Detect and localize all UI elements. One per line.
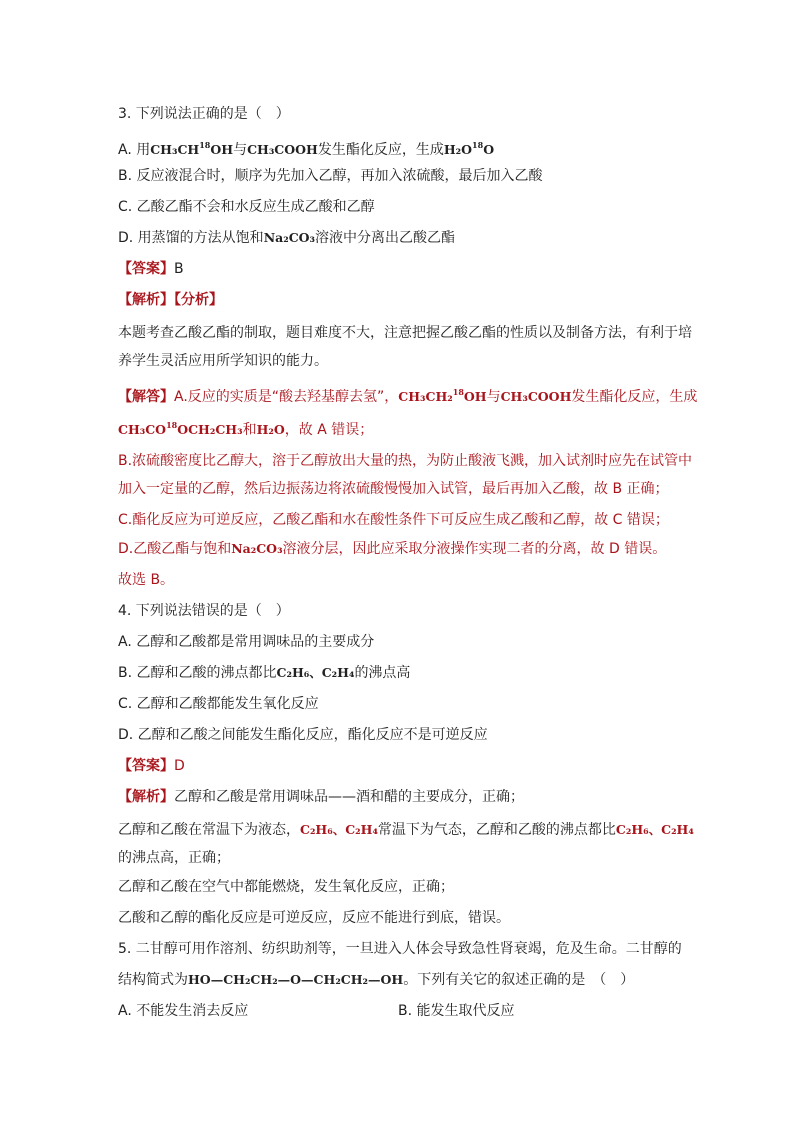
option-text: B. 乙醇和乙酸的沸点都比 (118, 665, 277, 681)
question-5-option-b: B. 能发生取代反应 (398, 1003, 515, 1019)
question-4-analysis-2 (118, 816, 698, 872)
option-text: 与 (233, 142, 248, 158)
isotope-superscript: 18 (472, 140, 484, 150)
formula-part: CH₃CH₂ (398, 389, 453, 404)
question-3-solve-c: C.酯化反应为可逆反应，乙酸乙酯和水在酸性条件下可反应生成乙酸和乙醇，故 C 错误； (118, 512, 669, 528)
question-3-option-d (118, 226, 698, 257)
analysis-text: 乙醇和乙酸是常用调味品——酒和醋的主要成分，正确； (174, 789, 524, 805)
formula: Na₂CO₃ (231, 541, 283, 556)
question-5-title-line-2 (118, 968, 698, 999)
formula: C₂H₆、C₂H₄ (276, 665, 355, 680)
isotope-superscript: 18 (166, 420, 178, 430)
question-4-analysis-3: 乙醇和乙酸在空气中都能燃烧，发生氧化反应，正确； (118, 879, 454, 895)
question-4-title: 4. 下列说法错误的是（ ） (118, 603, 290, 619)
isotope-superscript: 18 (452, 387, 464, 397)
formula: H₂O (256, 422, 285, 437)
analysis-text: 的沸点高，正确； (118, 850, 230, 866)
answer-tag: 【答案】 (118, 261, 174, 277)
question-4-option-d: D. 乙醇和乙酸之间能发生酯化反应，酯化反应不是可逆反应 (118, 727, 488, 743)
question-text: 结构简式为 (118, 972, 188, 988)
solve-text: D.乙酸乙酯与饱和 (118, 541, 232, 557)
question-3-conclusion: 故选 B。 (118, 572, 175, 588)
question-3-solve-b: B.浓硫酸密度比乙醇大，溶于乙醇放出大量的热，为防止酸液飞溅，加入试剂时应先在试管中加入一定量的乙醇，然后边振荡边将浓硫酸慢慢加入试管，最后再加入乙酸，故 B 正确； (118, 453, 693, 497)
formula-part: O (483, 142, 495, 157)
question-4-answer (118, 754, 698, 785)
formula: CH₃COOH (500, 389, 572, 404)
question-3-option-a (118, 133, 698, 164)
option-text: D. 用蒸馏的方法从饱和 (118, 230, 264, 246)
question-3-option-c: C. 乙酸乙酯不会和水反应生成乙酸和乙醇 (118, 199, 375, 215)
solve-text: 发生酯化反应，生成 (571, 389, 698, 405)
formula-part: OH (463, 389, 487, 404)
question-4-option-a: A. 乙醇和乙酸都是常用调味品的主要成分 (118, 634, 375, 650)
solve-text: 溶液分层，因此应采取分液操作实现二者的分离，故 D 错误。 (282, 541, 667, 557)
formula (444, 142, 494, 157)
option-text: 的沸点高 (354, 665, 411, 681)
question-3-answer (118, 257, 698, 288)
solve-text: 与 (486, 389, 501, 405)
formula-part: H₂O (443, 142, 473, 157)
question-4-analysis-4: 乙酸和乙醇的酯化反应是可逆反应，反应不能进行到底，错误。 (118, 910, 510, 926)
formula-part: CH₃CH (150, 142, 200, 157)
formula (118, 422, 243, 437)
question-4-option-c: C. 乙醇和乙酸都能发生氧化反应 (118, 696, 319, 712)
isotope-superscript: 18 (199, 140, 211, 150)
question-5-option-a: A. 不能发生消去反应 (118, 1003, 249, 1019)
structural-formula: HO—CH₂CH₂—O—CH₂CH₂—OH (188, 972, 404, 987)
formula: CH₃COOH (247, 142, 318, 157)
question-3-solve-a (118, 378, 698, 444)
solve-text: ，故 A 错误； (284, 422, 374, 438)
question-4-analysis-1 (118, 785, 698, 816)
question-3-option-b: B. 反应液混合时，顺序为先加入乙醇，再加入浓硫酸，最后加入乙酸 (118, 168, 543, 184)
answer-value: D (174, 758, 185, 774)
analysis-tag: 【解析】 (118, 789, 174, 805)
analysis-tag: 【解析】【分析】 (118, 292, 223, 308)
question-text: 。下列有关它的叙述正确的是 （ ） (403, 972, 635, 988)
option-text: A. 用 (118, 142, 151, 158)
answer-value: B (174, 261, 184, 277)
answer-tag: 【答案】 (118, 758, 174, 774)
formula (398, 389, 486, 404)
document-content (118, 102, 698, 1030)
formula-part: CH₃CO (118, 422, 167, 437)
question-3-solve-d (118, 537, 698, 568)
solve-text: A.反应的实质是“酸去羟基醇去氢”， (174, 389, 399, 405)
formula: C₂H₆、C₂H₄ (300, 822, 378, 837)
formula: Na₂CO₃ (263, 230, 315, 245)
question-5-options-row (118, 999, 698, 1030)
analysis-text: 乙醇和乙酸在常温下为液态， (118, 822, 300, 838)
formula: C₂H₆、C₂H₄ (615, 822, 694, 837)
solve-tag: 【解答】 (118, 389, 174, 405)
question-4-option-b (118, 661, 698, 692)
solve-text: 和 (242, 422, 257, 438)
option-text: 溶液中分离出乙酸乙酯 (315, 230, 455, 246)
question-3-analysis-heading (118, 288, 698, 319)
formula (150, 142, 233, 157)
question-3-title: 3. 下列说法正确的是（ ） (118, 106, 290, 122)
question-5-title-line-1: 5. 二甘醇可用作溶剂、纺织助剂等，一旦进入人体会导致急性肾衰竭，危及生命。二甘醇的 (118, 941, 682, 957)
analysis-text: 常温下为气态，乙醇和乙酸的沸点都比 (377, 822, 616, 838)
formula-part: OH (210, 142, 234, 157)
option-text: 发生酯化反应，生成 (317, 142, 444, 158)
question-3-analysis-text: 本题考查乙酸乙酯的制取，题目难度不大，注意把握乙酸乙酯的性质以及制备方法，有利于培养学生灵活应用所学知识的能力。 (118, 325, 692, 369)
formula-part: OCH₂CH₃ (177, 422, 243, 437)
